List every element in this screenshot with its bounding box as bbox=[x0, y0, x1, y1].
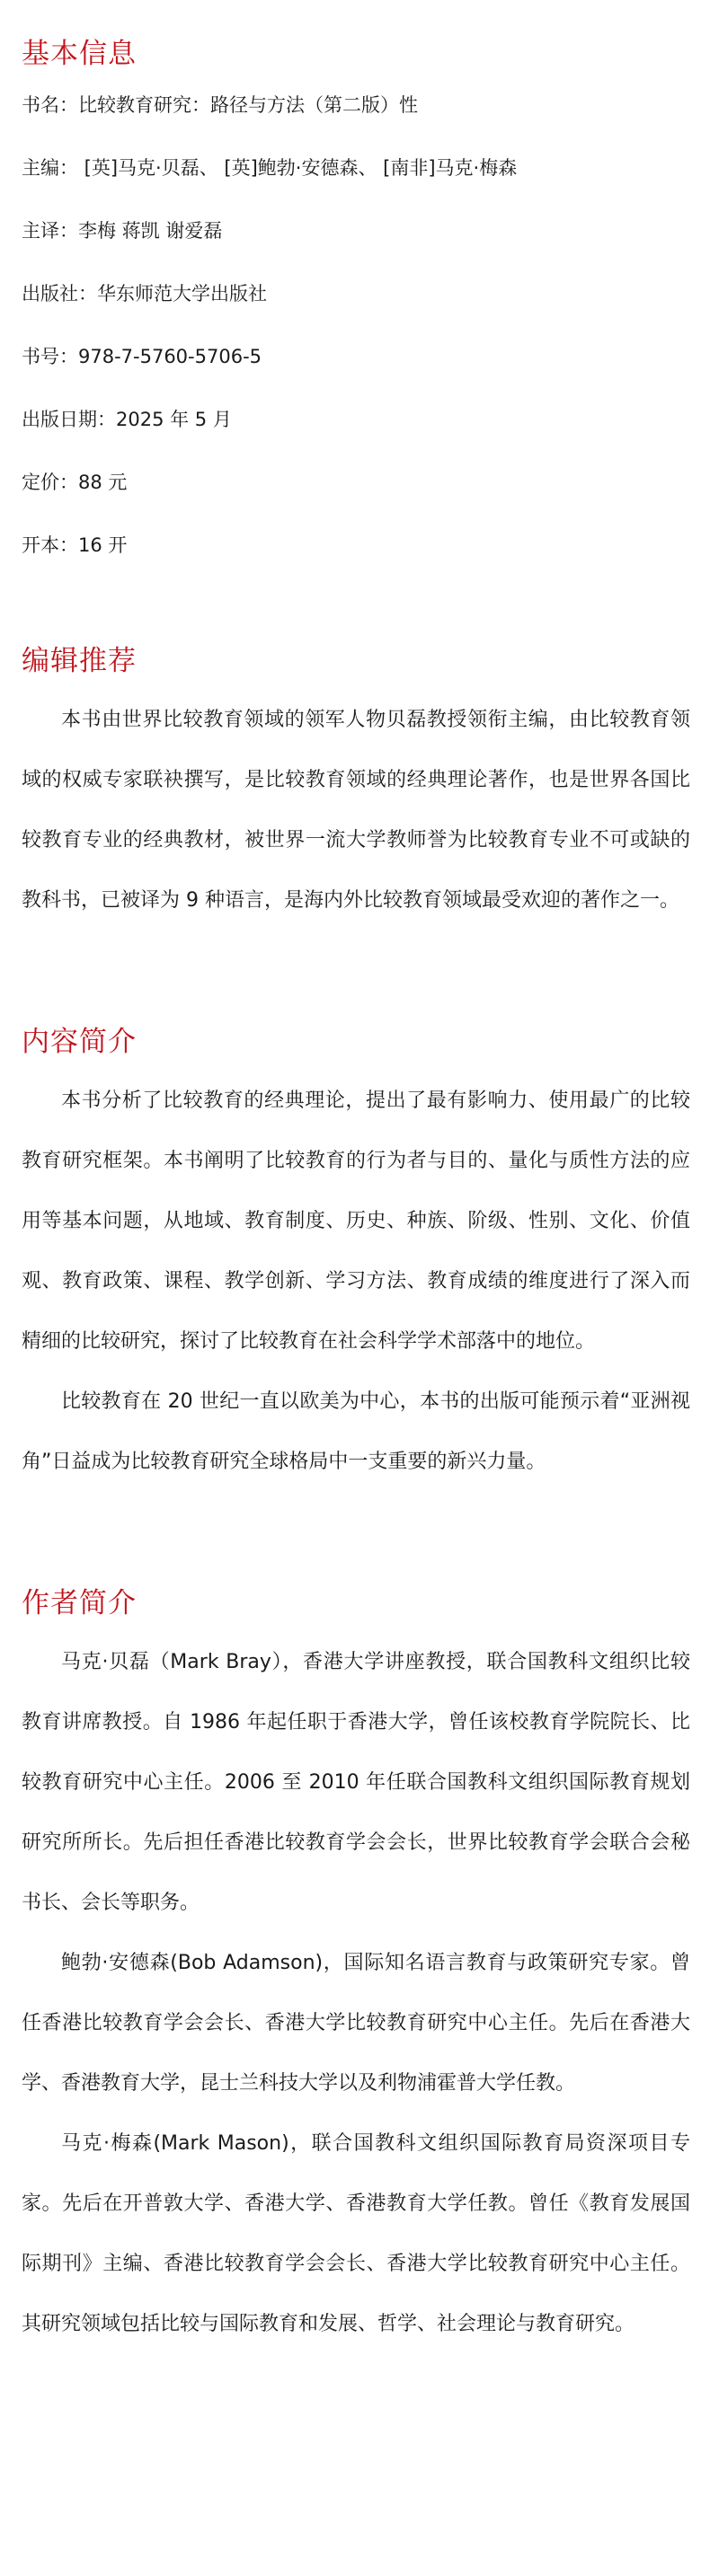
author-bray-paragraph: 马克·贝磊（Mark Bray），香港大学讲座教授，联合国教科文组织比较教育讲席教授。自 1986 年起任职于香港大学，曾任该校教育学院院长、比较教育研究中心主任。2006 至 2010 年任联合国教科文组织国际教育规划研究所所长。先后担任香港比较教育学会会长，世界比较教育学会联合会秘书长、会长等职务。 bbox=[22, 1651, 690, 1914]
author-mason-paragraph: 马克·梅森(Mark Mason)，联合国教科文组织国际教育局资深项目专家。先后在开普敦大学、香港大学、香港教育大学任教。曾任《教育发展国际期刊》主编、香港比较教育学会会长、香港大学比较教育研究中心主任。其研究领域包括比较与国际教育和发展、哲学、社会理论与教育研究。 bbox=[22, 2132, 690, 2335]
content-summary-body bbox=[22, 1071, 690, 1492]
basic-info-heading: 基本信息 bbox=[22, 38, 137, 70]
isbn-row: 书号：978-7-5760-5706-5 bbox=[22, 346, 262, 367]
basic-info-section bbox=[22, 32, 690, 559]
author-intro-heading: 作者简介 bbox=[22, 1587, 137, 1619]
publish-date-row: 出版日期：2025 年 5 月 bbox=[22, 409, 232, 430]
book-title-row: 书名：比较教育研究：路径与方法（第二版）性 bbox=[22, 94, 418, 116]
content-summary-paragraph: 本书分析了比较教育的经典理论，提出了最有影响力、使用最广的比较教育研究框架。本书阐明了比较教育的行为者与目的、量化与质性方法的应用等基本问题，从地域、教育制度、历史、种族、阶级、性别、文化、价值观、教育政策、课程、教学创新、学习方法、教育成绩的维度进行了深入而精细的比较研究，探讨了比较教育在社会科学学术部落中的地位。 bbox=[22, 1090, 690, 1353]
content-summary-paragraph: 比较教育在 20 世纪一直以欧美为中心，本书的出版可能预示着“亚洲视角”日益成为比较教育研究全球格局中一支重要的新兴力量。 bbox=[22, 1390, 690, 1473]
content-summary-heading: 内容简介 bbox=[22, 1026, 137, 1058]
content-summary-section bbox=[22, 1020, 690, 1492]
author-adamson-paragraph: 鲍勃·安德森(Bob Adamson)，国际知名语言教育与政策研究专家。曾任香港比较教育学会会长、香港大学比较教育研究中心主任。先后在香港大学、香港教育大学，昆士兰科技大学以及利物浦霍普大学任教。 bbox=[22, 1952, 690, 2095]
format-row: 开本：16 开 bbox=[22, 534, 128, 556]
author-intro-body bbox=[22, 1632, 690, 2354]
editors-row: 主编： [英]马克·贝磊、 [英]鲍勃·安德森、 [南非]马克·梅森 bbox=[22, 157, 518, 179]
basic-info-list bbox=[22, 92, 690, 559]
editor-recommendation-paragraph: 本书由世界比较教育领域的领军人物贝磊教授领衔主编，由比较教育领域的权威专家联袂撰写，是比较教育领域的经典理论著作，也是世界各国比较教育专业的经典教材，被世界一流大学教师誉为比较教育专业不可或缺的教科书，已被译为 9 种语言，是海内外比较教育领域最受欢迎的著作之一。 bbox=[22, 709, 690, 912]
translators-row: 主译：李梅 蒋凯 谢爱磊 bbox=[22, 220, 223, 242]
author-intro-section bbox=[22, 1582, 690, 2354]
price-row: 定价：88 元 bbox=[22, 472, 128, 493]
publisher-row: 出版社：华东师范大学出版社 bbox=[22, 283, 267, 304]
editor-recommendation-heading: 编辑推荐 bbox=[22, 645, 137, 677]
editor-recommendation-body bbox=[22, 690, 690, 931]
editor-recommendation-section bbox=[22, 640, 690, 931]
